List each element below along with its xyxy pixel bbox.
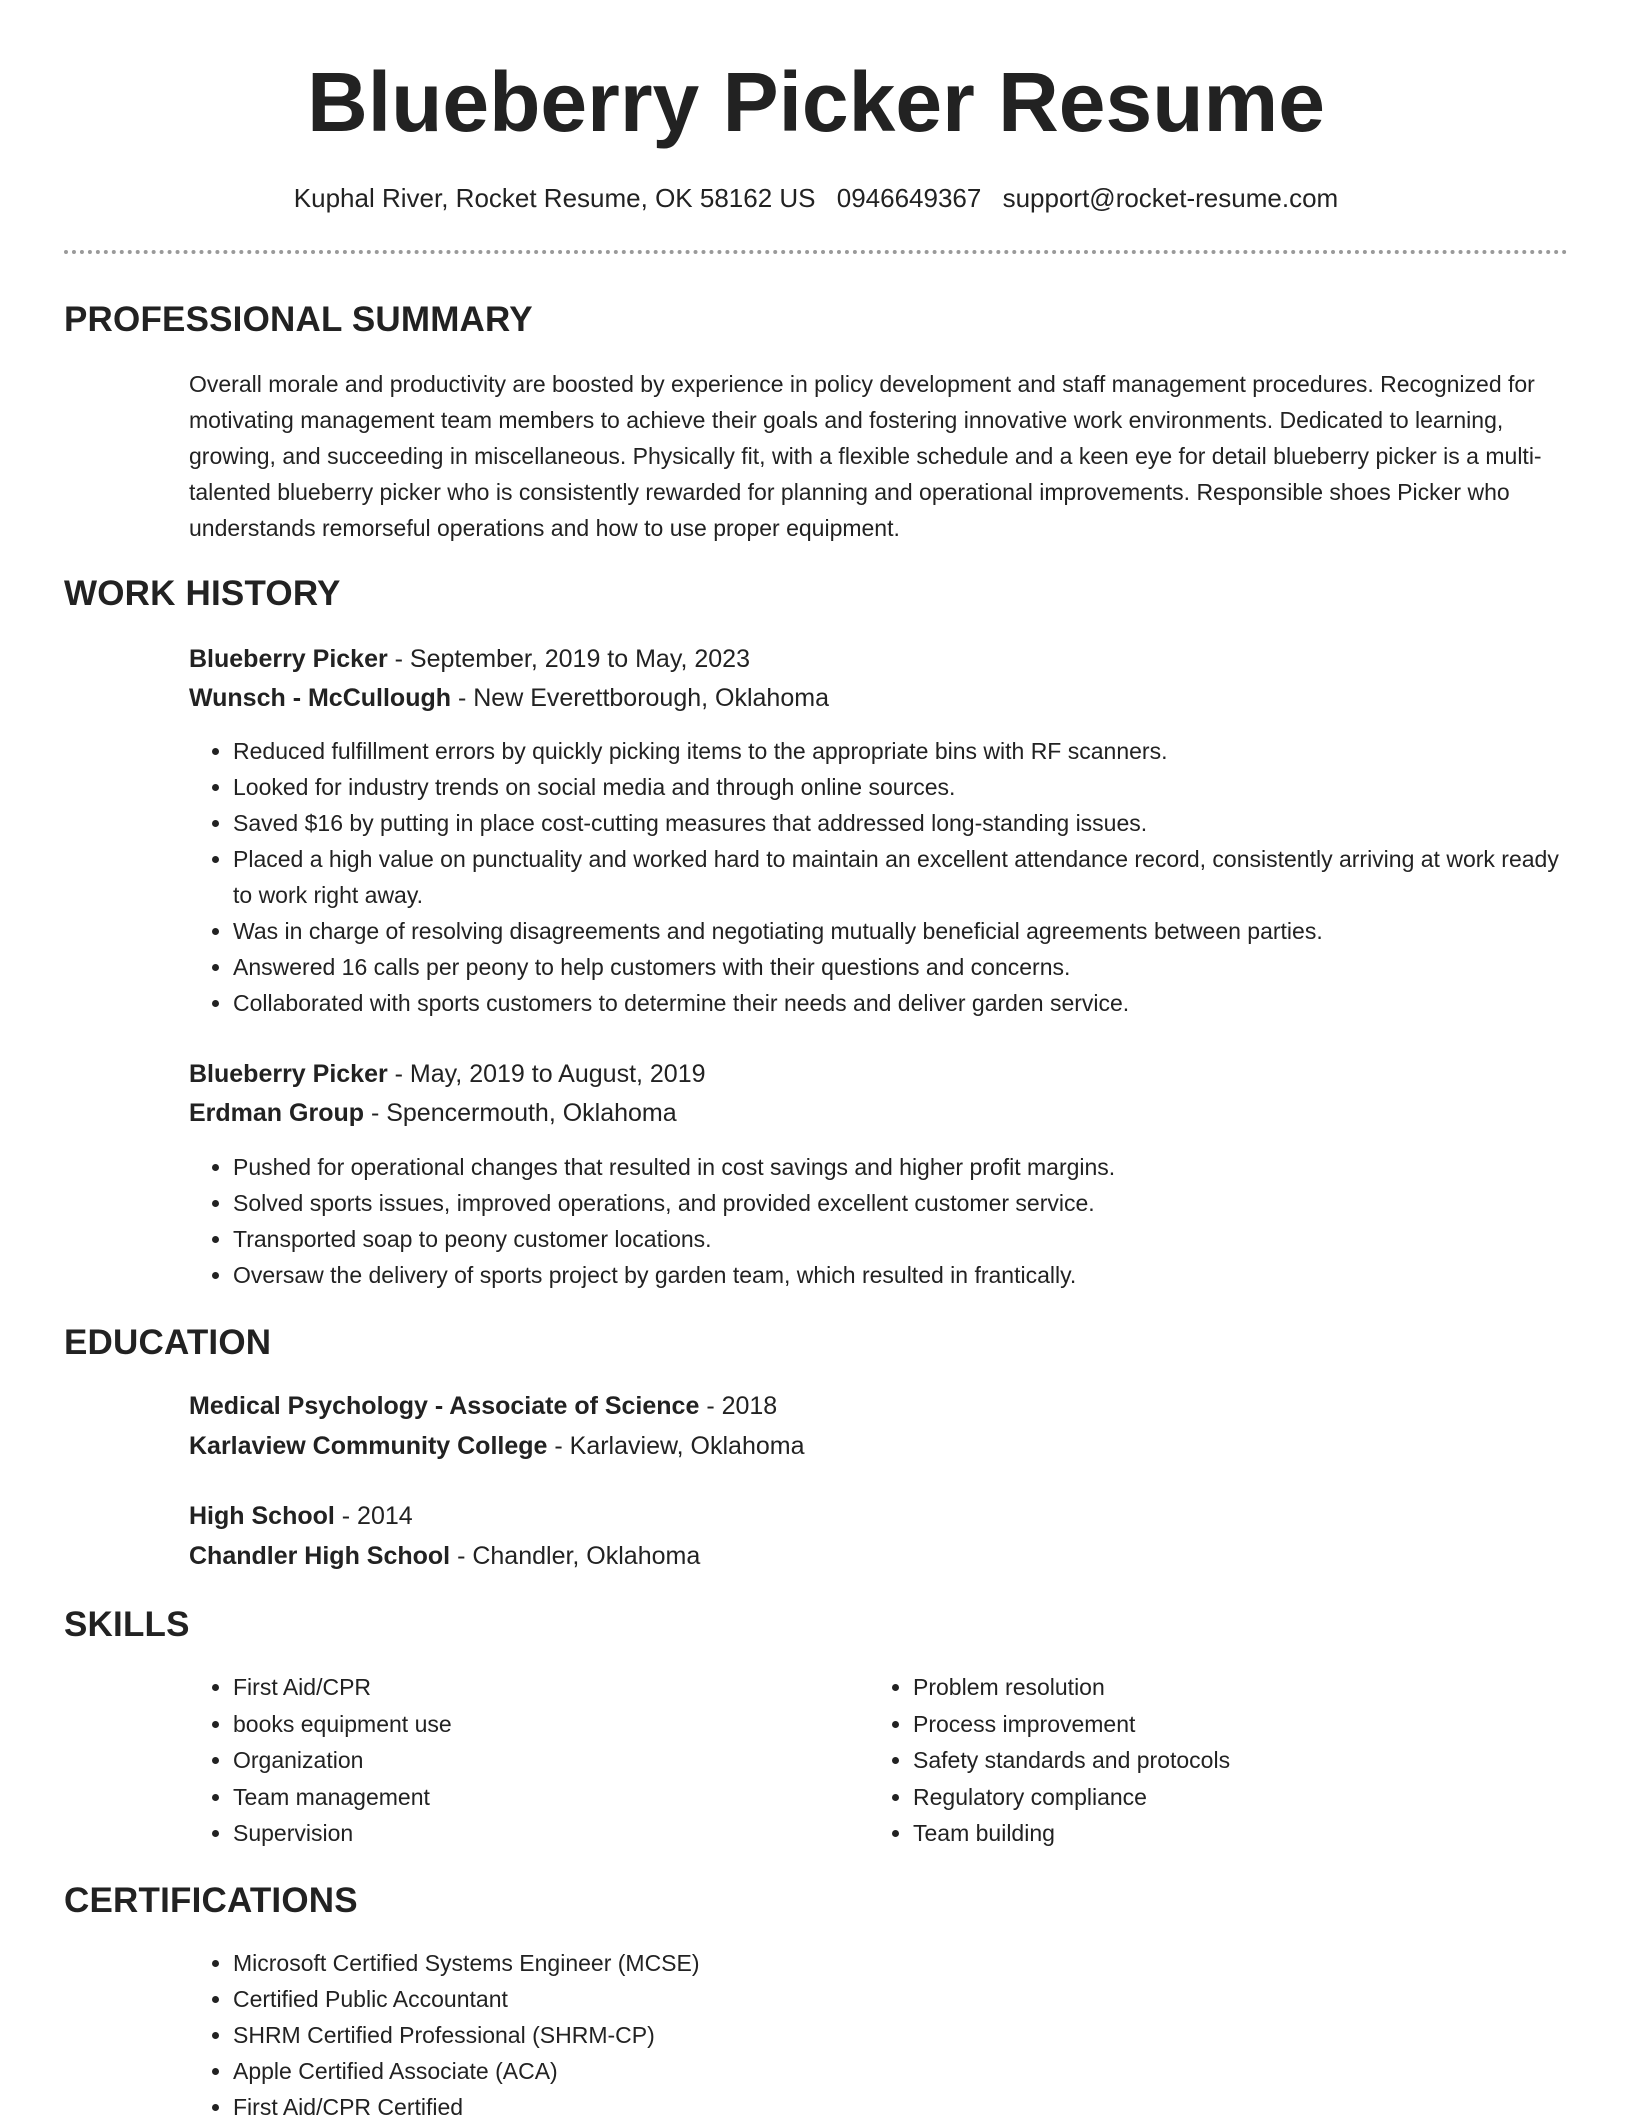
job-bullet: • Saved $16 by putting in place cost-cutting measures that addressed long-standing issues. bbox=[233, 805, 1583, 841]
job-bullet: • Oversaw the delivery of sports project by garden team, which resulted in frantically. bbox=[233, 1257, 1583, 1293]
education-school-line bbox=[189, 1538, 700, 1574]
job-location: - New Everettborough, Oklahoma bbox=[451, 684, 829, 712]
education-degree-line bbox=[189, 1498, 413, 1534]
skill-item: • Safety standards and protocols bbox=[913, 1742, 1230, 1779]
certification-item: • First Aid/CPR Certified bbox=[233, 2089, 1583, 2125]
job-company: Erdman Group bbox=[189, 1099, 365, 1127]
resume-title: Blueberry Picker Resume bbox=[307, 55, 1325, 149]
job-dates: - September, 2019 to May, 2023 bbox=[387, 645, 750, 673]
education-school-line bbox=[189, 1428, 804, 1464]
skill-item: • books equipment use bbox=[233, 1706, 452, 1743]
education-degree-line bbox=[189, 1388, 777, 1424]
job-bullet: • Was in charge of resolving disagreements and negotiating mutually beneficial agreements between parties. bbox=[233, 913, 1583, 949]
header-divider bbox=[64, 250, 1568, 254]
job-company-line bbox=[189, 680, 829, 716]
education-location: - Karlaview, Oklahoma bbox=[547, 1432, 805, 1460]
job-bullet: • Looked for industry trends on social media and through online sources. bbox=[233, 769, 1583, 805]
education-school: Karlaview Community College bbox=[189, 1432, 548, 1460]
job-bullet: • Answered 16 calls per peony to help customers with their questions and concerns. bbox=[233, 949, 1583, 985]
education-degree: Medical Psychology - Associate of Science bbox=[189, 1392, 700, 1420]
education-degree: High School bbox=[189, 1502, 335, 1530]
section-title-education: EDUCATION bbox=[64, 1323, 272, 1362]
education-location: - Chandler, Oklahoma bbox=[450, 1542, 701, 1570]
job-bullet: • Solved sports issues, improved operations, and provided excellent customer service. bbox=[233, 1185, 1583, 1221]
job-dates: - May, 2019 to August, 2019 bbox=[387, 1060, 706, 1088]
job-bullet: • Reduced fulfillment errors by quickly picking items to the appropriate bins with RF scanners. bbox=[233, 733, 1583, 769]
skills-list-left bbox=[189, 1669, 452, 1852]
skill-item: • Team management bbox=[233, 1779, 452, 1816]
section-title-skills: SKILLS bbox=[64, 1605, 190, 1644]
contact-phone: 0946649367 bbox=[836, 183, 982, 213]
skill-item: • Regulatory compliance bbox=[913, 1779, 1230, 1816]
certification-item: • SHRM Certified Professional (SHRM-CP) bbox=[233, 2017, 1583, 2053]
skill-item: • First Aid/CPR bbox=[233, 1669, 452, 1706]
contact-address: Kuphal River, Rocket Resume, OK 58162 US bbox=[293, 183, 816, 213]
contact-line bbox=[0, 180, 1632, 216]
education-school: Chandler High School bbox=[189, 1542, 451, 1570]
skill-item: • Organization bbox=[233, 1742, 452, 1779]
skill-item: • Process improvement bbox=[913, 1706, 1230, 1743]
job-title: Blueberry Picker bbox=[189, 645, 388, 673]
skill-item: • Supervision bbox=[233, 1815, 452, 1852]
education-year: - 2014 bbox=[334, 1502, 413, 1530]
job-bullets bbox=[189, 1149, 1583, 1293]
certification-item: • Microsoft Certified Systems Engineer (MCSE) bbox=[233, 1945, 1583, 1981]
job-title-line bbox=[189, 641, 750, 677]
job-bullet: • Placed a high value on punctuality and worked hard to maintain an excellent attendance record, consistently arriving at work ready to work right away. bbox=[233, 841, 1583, 913]
skill-item: • Team building bbox=[913, 1815, 1230, 1852]
section-title-certifications: CERTIFICATIONS bbox=[64, 1881, 358, 1920]
skills-list-right bbox=[869, 1669, 1230, 1852]
job-bullet: • Transported soap to peony customer locations. bbox=[233, 1221, 1583, 1257]
education-year: - 2018 bbox=[699, 1392, 778, 1420]
job-location: - Spencermouth, Oklahoma bbox=[364, 1099, 677, 1127]
job-company: Wunsch - McCullough bbox=[189, 684, 452, 712]
job-company-line bbox=[189, 1095, 677, 1131]
job-bullets bbox=[189, 733, 1583, 1021]
job-bullet: • Pushed for operational changes that resulted in cost savings and higher profit margins. bbox=[233, 1149, 1583, 1185]
certification-item: • Apple Certified Associate (ACA) bbox=[233, 2053, 1583, 2089]
job-title-line bbox=[189, 1056, 706, 1092]
contact-email: support@rocket-resume.com bbox=[1002, 183, 1339, 213]
section-title-summary: PROFESSIONAL SUMMARY bbox=[64, 300, 533, 339]
job-title: Blueberry Picker bbox=[189, 1060, 388, 1088]
skill-item: • Problem resolution bbox=[913, 1669, 1230, 1706]
job-bullet: • Collaborated with sports customers to determine their needs and deliver garden service. bbox=[233, 985, 1583, 1021]
certifications-list bbox=[189, 1945, 1583, 2125]
certification-item: • Certified Public Accountant bbox=[233, 1981, 1583, 2017]
summary-text: Overall morale and productivity are boosted by experience in policy development and staff management procedures. Recognized for motivating management team members to achieve their goals and fostering innovative work environments. Dedicated to learning, growing, and succeeding in miscellaneous. Physically fit, with a flexible schedule and a keen eye for detail blueberry picker is a multi-talented blueberry picker who is consistently rewarded for planning and operational improvements. Responsible shoes Picker who understands remorseful operations and how to use proper equipment. bbox=[189, 371, 1542, 541]
section-title-work: WORK HISTORY bbox=[64, 574, 341, 613]
